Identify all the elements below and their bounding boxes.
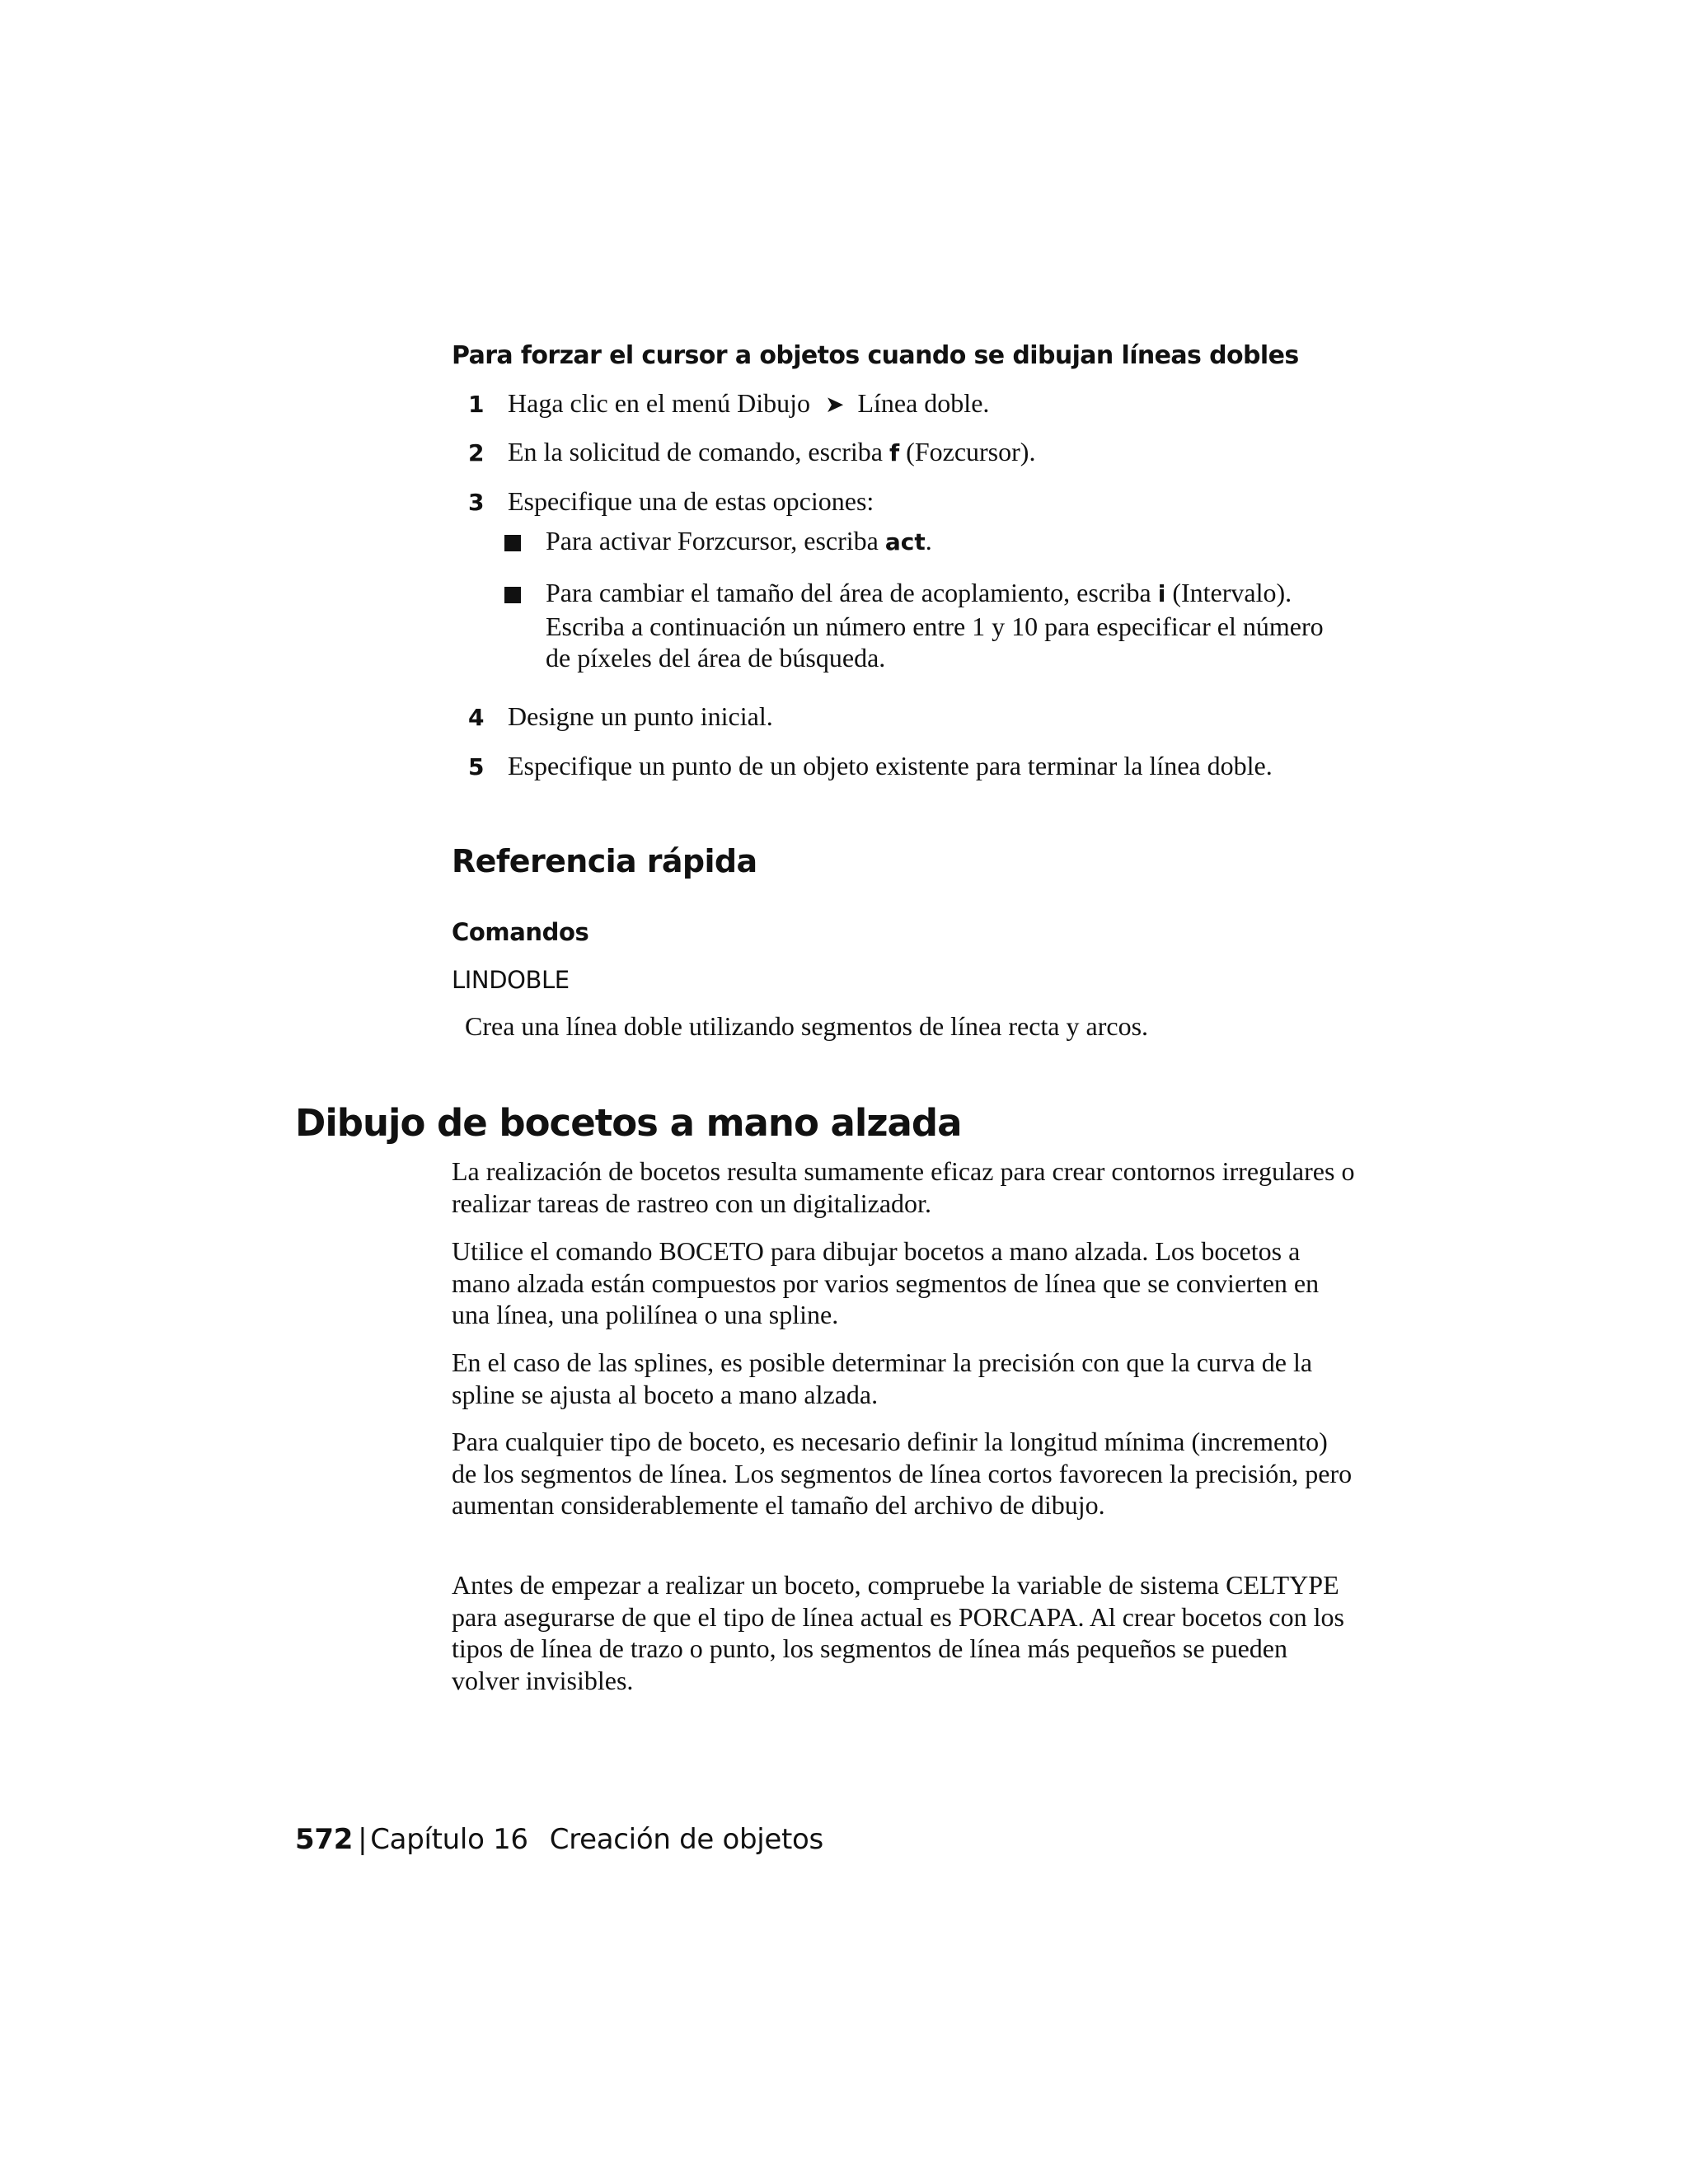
option-text-end: (Intervalo). Escriba a continuación un número entre 1 y 10 para especificar el número de píxeles del área de búsqueda. [546, 578, 1324, 673]
page-number: 572 [295, 1823, 354, 1856]
paragraph: La realización de bocetos resulta sumamente eficaz para crear contornos irregulares o realizar tareas de rastreo con un digitalizador. [452, 1156, 1355, 1218]
step-number: 5 [468, 753, 485, 780]
step-4 [452, 701, 773, 734]
step-text-end: Línea doble. [857, 388, 990, 418]
option-text-start: Para activar Forzcursor, escriba [546, 526, 885, 555]
step-text [508, 387, 989, 421]
chapter-label: Capítulo 16 [370, 1823, 528, 1856]
page-footer [295, 1823, 823, 1856]
paragraph: Para cualquier tipo de boceto, es necesario definir la longitud mínima (incremento) de los segmentos de línea. Los segmentos de línea cortos favorecen la precisión, pero aumentan considerablemente el tamaño del archivo de dibujo. [452, 1427, 1353, 1520]
bullet-square-icon [504, 535, 521, 551]
step-number: 4 [468, 704, 485, 731]
option-text-start: Para cambiar el tamaño del área de acoplamiento, escriba [546, 578, 1158, 607]
procedure-title: Para forzar el cursor a objetos cuando se dibujan líneas dobles [452, 341, 1299, 370]
command-description: Crea una línea doble utilizando segmentos de línea recta y arcos. [465, 1011, 1149, 1041]
option-item [504, 525, 1345, 559]
option-text [546, 577, 1345, 674]
bullet-square-icon [504, 587, 521, 603]
step-number: 1 [468, 391, 485, 418]
section-heading: Dibujo de bocetos a mano alzada [295, 1101, 962, 1145]
step-text-end: (Fozcursor). [899, 437, 1036, 466]
step-text: Especifique un punto de un objeto existente para terminar la línea doble. [508, 751, 1273, 780]
step-text-start: En la solicitud de comando, escriba [508, 437, 889, 466]
menu-arrow-icon: ➤ [824, 391, 845, 418]
step-number: 2 [468, 439, 485, 466]
step-text-start: Haga clic en el menú Dibujo [508, 388, 810, 418]
step-keyword: f [889, 439, 900, 466]
step-text [508, 436, 1035, 470]
command-name: LINDOBLE [452, 966, 570, 994]
step-5 [452, 750, 1273, 784]
option-keyword: i [1157, 580, 1166, 607]
step-text: Especifique una de estas opciones: [508, 486, 874, 516]
footer-separator: | [358, 1823, 368, 1856]
option-item [504, 577, 1345, 674]
step-number: 3 [468, 489, 485, 516]
step-1 [452, 387, 989, 421]
commands-heading: Comandos [452, 918, 589, 946]
step-3 [452, 485, 874, 519]
option-text-end: . [925, 526, 932, 555]
paragraph: En el caso de las splines, es posible determinar la precisión con que la curva de la spline se ajusta al boceto a mano alzada. [452, 1347, 1313, 1409]
chapter-title: Creación de objetos [549, 1823, 823, 1856]
step-2 [452, 436, 1035, 470]
paragraph: Utilice el comando BOCETO para dibujar bocetos a mano alzada. Los bocetos a mano alzada están compuestos por varios segmentos de línea que se convierten en una línea, una polilínea o una spline. [452, 1236, 1320, 1329]
paragraph: Antes de empezar a realizar un boceto, compruebe la variable de sistema CELTYPE para asegurarse de que el tipo de línea actual es PORCAPA. Al crear bocetos con los tipos de línea de trazo o punto, los segmentos de línea más pequeños se pueden volver invisibles. [452, 1570, 1344, 1695]
option-text [546, 525, 1345, 559]
step-text: Designe un punto inicial. [508, 701, 773, 731]
option-keyword: act [884, 528, 926, 555]
quick-reference-heading: Referencia rápida [452, 843, 757, 879]
